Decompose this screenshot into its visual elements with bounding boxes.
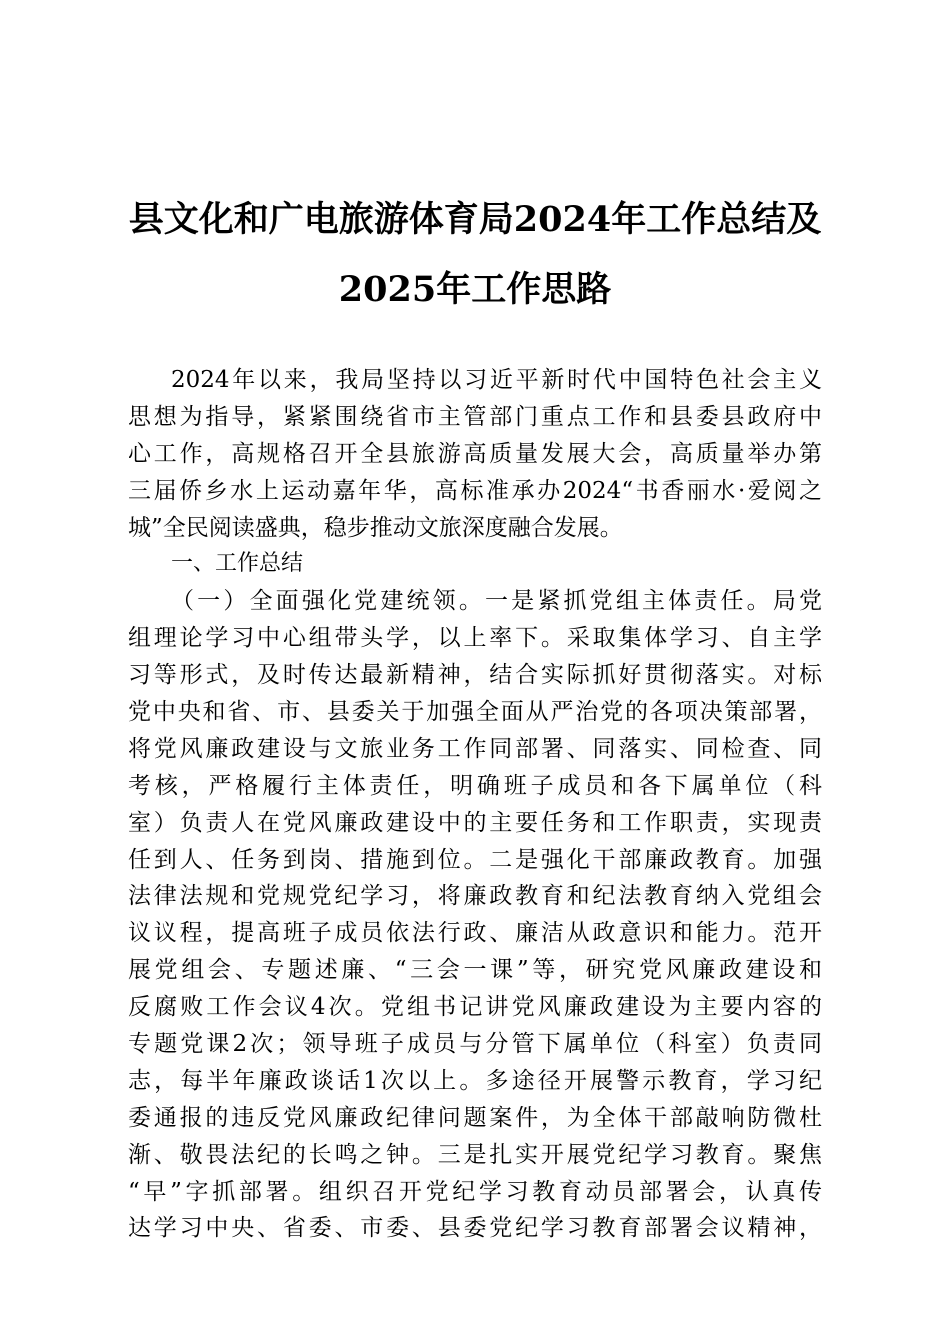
body-line: 展党组会、专题述廉、“三会一课”等，研究党风廉政建设和 bbox=[128, 957, 822, 984]
body-line: 任到人、任务到岗、措施到位。二是强化干部廉政教育。加强 bbox=[128, 846, 822, 873]
body-line: 考核，严格履行主体责任，明确班子成员和各下属单位（科 bbox=[128, 772, 822, 799]
body-line: 将党风廉政建设与文旅业务工作同部署、同落实、同检查、同 bbox=[128, 735, 822, 762]
body-line: 志，每半年廉政谈话1次以上。多途径开展警示教育，学习纪 bbox=[128, 1067, 822, 1094]
intro-line: 心工作，高规格召开全县旅游高质量发展大会，高质量举办第 bbox=[128, 440, 822, 467]
body-line: 专题党课2次；领导班子成员与分管下属单位（科室）负责同 bbox=[128, 1031, 822, 1058]
document-body bbox=[128, 362, 822, 1247]
body-line: 党中央和省、市、县委关于加强全面从严治党的各项决策部署， bbox=[128, 699, 822, 726]
body-line: 委通报的违反党风廉政纪律问题案件，为全体干部敲响防微杜 bbox=[128, 1104, 822, 1131]
body-line: 达学习中央、省委、市委、县委党纪学习教育部署会议精神， bbox=[128, 1215, 822, 1242]
intro-line: 2024年以来，我局坚持以习近平新时代中国特色社会主义 bbox=[171, 367, 822, 393]
body-line: （一）全面强化党建统领。一是紧抓党组主体责任。局党 bbox=[171, 588, 822, 615]
body-line: 反腐败工作会议4次。党组书记讲党风廉政建设为主要内容的 bbox=[128, 994, 822, 1021]
body-line: “早”字抓部署。组织召开党纪学习教育动员部署会，认真传 bbox=[128, 1178, 822, 1205]
intro-line: 城”全民阅读盛典，稳步推动文旅深度融合发展。 bbox=[128, 514, 623, 541]
body-line: 习等形式，及时传达最新精神，结合实际抓好贯彻落实。对标 bbox=[128, 662, 822, 689]
body-line: 议议程，提高班子成员依法行政、廉洁从政意识和能力。范开 bbox=[128, 920, 822, 947]
document-title-line-1: 县文化和广电旅游体育局2024年工作总结及 bbox=[128, 199, 822, 240]
body-line: 室）负责人在党风廉政建设中的主要任务和工作职责，实现责 bbox=[128, 809, 822, 836]
intro-line: 三届侨乡水上运动嘉年华，高标准承办2024“书香丽水·爱阅之 bbox=[128, 477, 822, 504]
intro-line: 思想为指导，紧紧围绕省市主管部门重点工作和县委县政府中 bbox=[128, 403, 822, 430]
section-heading: 一、工作总结 bbox=[171, 551, 304, 577]
body-line: 渐、敬畏法纪的长鸣之钟。三是扎实开展党纪学习教育。聚焦 bbox=[128, 1141, 822, 1168]
body-line: 组理论学习中心组带头学，以上率下。采取集体学习、自主学 bbox=[128, 625, 822, 652]
document-title-line-2: 2025年工作思路 bbox=[338, 269, 612, 310]
body-line: 法律法规和党规党纪学习，将廉政教育和纪法教育纳入党组会 bbox=[128, 883, 822, 910]
